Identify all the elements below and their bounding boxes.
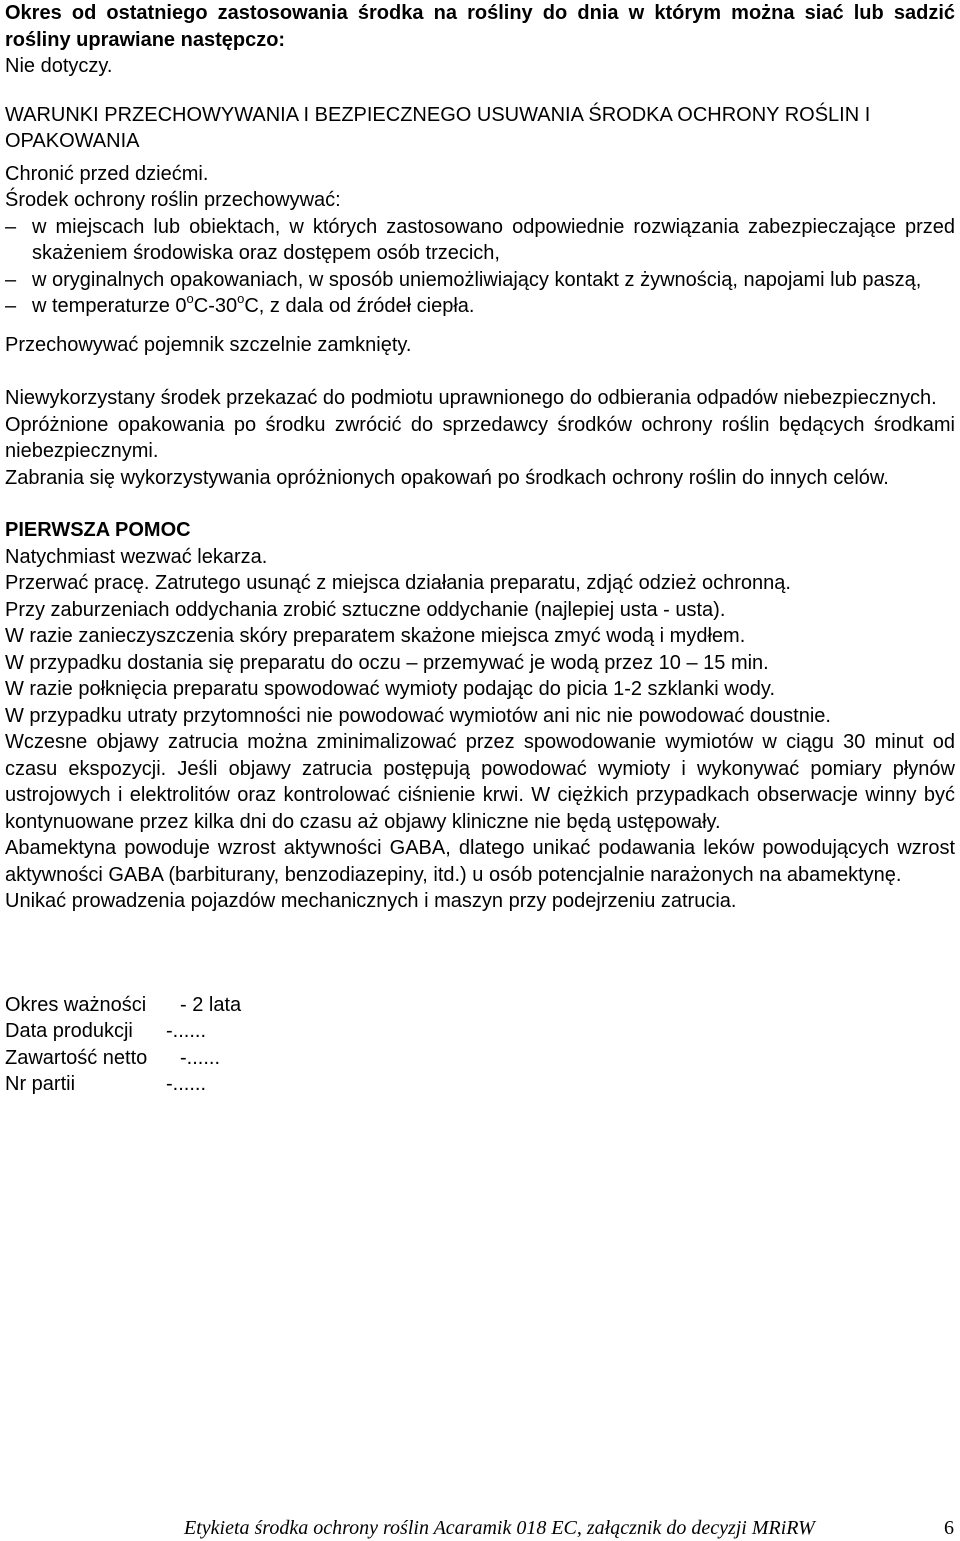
storage-heading: WARUNKI PRZECHOWYWANIA I BEZPIECZNEGO USUWANIA ŚRODKA OCHRONY ROŚLIN I OPAKOWANIA	[5, 103, 871, 152]
storage-item	[5, 267, 955, 294]
net-content-label: Zawartość netto	[5, 1046, 148, 1069]
first-aid-paragraph: W przypadku utraty przytomności nie powodować wymiotów ani nic nie powodować doustnie.	[5, 704, 831, 727]
storage-item-text: w miejscach lub obiektach, w których zastosowano odpowiednie rozwiązania zabezpieczające przed skażeniem środowiska oraz dostępem osób trzecich,	[32, 215, 955, 264]
document-page	[5, 0, 955, 1098]
page-footer	[184, 1516, 960, 1540]
validity-label: Okres ważności	[5, 993, 147, 1016]
batch-number-label: Nr partii	[5, 1073, 76, 1095]
first-aid-paragraph: Przerwać pracę. Zatrutego usunąć z miejsca działania preparatu, zdjąć odzież ochronną.	[5, 572, 791, 594]
storage-list	[5, 214, 955, 320]
temp-suffix: C, z dala od źródeł ciepła.	[244, 295, 475, 317]
product-info	[5, 992, 955, 1098]
disposal-paragraph: Niewykorzystany środek przekazać do podmiotu uprawnionego do odbierania odpadów niebezpiecznych.	[5, 387, 937, 409]
batch-number-row	[5, 1071, 955, 1098]
production-date-label: Data produkcji	[5, 1020, 133, 1042]
storage-intro: Środek ochrony roślin przechowywać:	[5, 189, 341, 211]
storage-closed: Przechowywać pojemnik szczelnie zamknięty.	[5, 333, 412, 356]
storage-children-warning: Chronić przed dziećmi.	[5, 162, 209, 185]
first-aid-paragraph: Unikać prowadzenia pojazdów mechanicznych i maszyn przy podejrzeniu zatrucia.	[5, 890, 737, 912]
storage-item-text: w oryginalnych opakowaniach, w sposób uniemożliwiający kontakt z żywnością, napojami lub paszą,	[32, 268, 922, 291]
first-aid-heading: PIERWSZA POMOC	[5, 519, 191, 541]
temp-prefix: w temperaturze 0	[32, 295, 187, 317]
storage-item	[5, 214, 955, 267]
storage-item-temperature	[5, 293, 955, 320]
withdrawal-value: Nie dotyczy.	[5, 55, 113, 77]
disposal-paragraph: Opróżnione opakowania po środku zwrócić do sprzedawcy środków ochrony roślin będących środkami niebezpiecznymi.	[5, 413, 955, 462]
production-date-row	[5, 1018, 955, 1045]
withdrawal-heading: Okres od ostatniego zastosowania środka na rośliny do dnia w którym można siać lub sadzić rośliny uprawiane następczo:	[5, 2, 955, 51]
page-number: 6	[944, 1517, 954, 1539]
validity-row	[5, 992, 955, 1019]
batch-number-value: -......	[166, 1073, 206, 1095]
production-date-value: -......	[166, 1020, 206, 1042]
dash-marker: –	[5, 268, 17, 291]
net-content-row	[5, 1045, 955, 1072]
validity-value: - 2 lata	[180, 993, 242, 1016]
temp-mid: C-30	[193, 295, 238, 317]
first-aid-paragraph: Wczesne objawy zatrucia można zminimalizować przez spowodowanie wymiotów w ciągu 30 minut od czasu ekspozycji. Jeśli objawy zatrucia postępują powodować wymioty i wykonywać pomiary płynów ustrojowych i elektrolitów oraz kontrolować ciśnienie krwi. W ciężkich przypadkach obserwacje winny być kontynuowane przez kilka dni do czasu aż objawy kliniczne nie będą ustępowały.	[5, 731, 955, 833]
net-content-value: -......	[180, 1046, 220, 1069]
temp-sup-2: o	[237, 291, 245, 307]
dash-marker: –	[5, 295, 17, 317]
first-aid-paragraph: W przypadku dostania się preparatu do oczu – przemywać je wodą przez 10 – 15 min.	[5, 651, 769, 674]
first-aid-paragraph: W razie połknięcia preparatu spowodować wymioty podając do picia 1-2 szklanki wody.	[5, 678, 775, 700]
first-aid-paragraph: W razie zanieczyszczenia skóry preparatem skażone miejsca zmyć wodą i mydłem.	[5, 625, 746, 647]
temp-sup-1: o	[186, 291, 194, 307]
footer-text: Etykieta środka ochrony roślin Acaramik 018 EC, załącznik do decyzji MRiRW	[184, 1517, 815, 1539]
first-aid-paragraph: Przy zaburzeniach oddychania zrobić sztuczne oddychanie (najlepiej usta - usta).	[5, 598, 726, 621]
first-aid-paragraph: Abamektyna powoduje wzrost aktywności GABA, dlatego unikać podawania leków powodujących wzrost aktywności GABA (barbiturany, benzodiazepiny, itd.) u osób potencjalnie narażonych na abamektynę.	[5, 837, 955, 886]
dash-marker: –	[5, 215, 17, 238]
disposal-paragraph: Zabrania się wykorzystywania opróżnionych opakowań po środkach ochrony roślin do innych celów.	[5, 466, 889, 489]
first-aid-paragraph: Natychmiast wezwać lekarza.	[5, 545, 268, 568]
